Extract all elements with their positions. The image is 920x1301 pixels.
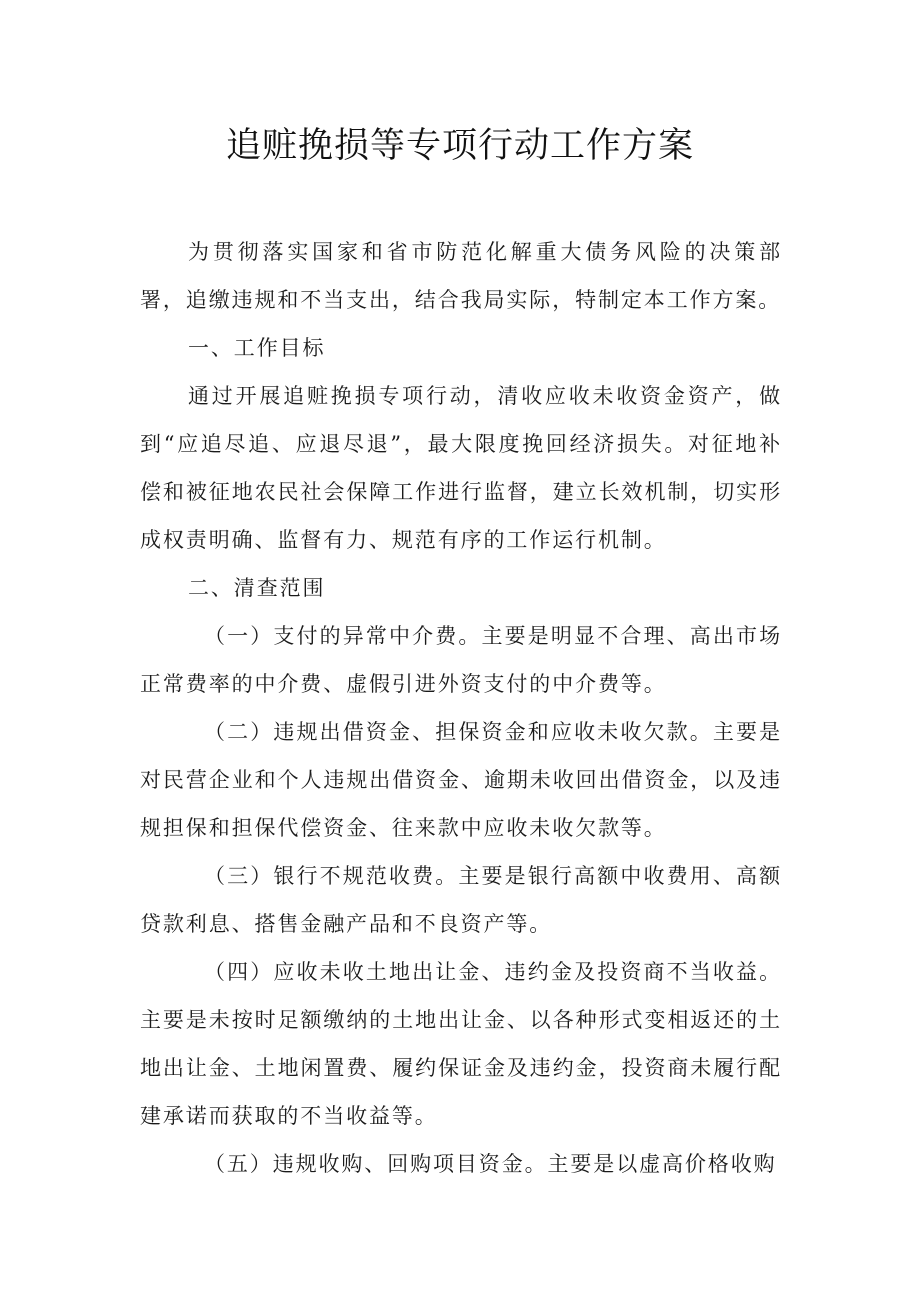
section-1-paragraph: 通过开展追赃挽损专项行动，清收应收未收资金资产，做到“应追尽追、应退尽退”，最大限度挽回经济损失。对征地补偿和被征地农民社会保障工作进行监督，建立长效机制，切实形成权责明确、监督有力、规范有序的工作运行机制。	[140, 384, 782, 552]
scope-item-3: （三）银行不规范收费。主要是银行高额中收费用、高额贷款利息、搭售金融产品和不良资产等。	[140, 864, 782, 936]
intro-paragraph: 为贯彻落实国家和省市防范化解重大债务风险的决策部署，追缴违规和不当支出，结合我局实际，特制定本工作方案。	[140, 240, 782, 312]
scope-item-2: （二）违规出借资金、担保资金和应收未收欠款。主要是对民营企业和个人违规出借资金、逾期未收回出借资金，以及违规担保和担保代偿资金、往来款中应收未收欠款等。	[140, 720, 782, 840]
document-title: 追赃挽损等专项行动工作方案	[225, 126, 694, 166]
scope-item-1: （一）支付的异常中介费。主要是明显不合理、高出市场正常费率的中介费、虚假引进外资支付的中介费等。	[140, 624, 782, 696]
section-2-heading: 二、清查范围	[188, 576, 326, 600]
scope-item-5: （五）违规收购、回购项目资金。主要是以虚高价格收购	[204, 1152, 777, 1176]
section-1-heading: 一、工作目标	[188, 336, 326, 360]
document-body	[140, 228, 782, 1188]
scope-item-4: （四）应收未收土地出让金、违约金及投资商不当收益。主要是未按时足额缴纳的土地出让金、以各种形式变相返还的土地出让金、土地闲置费、履约保证金及违约金，投资商未履行配建承诺而获取的不当收益等。	[140, 960, 782, 1128]
